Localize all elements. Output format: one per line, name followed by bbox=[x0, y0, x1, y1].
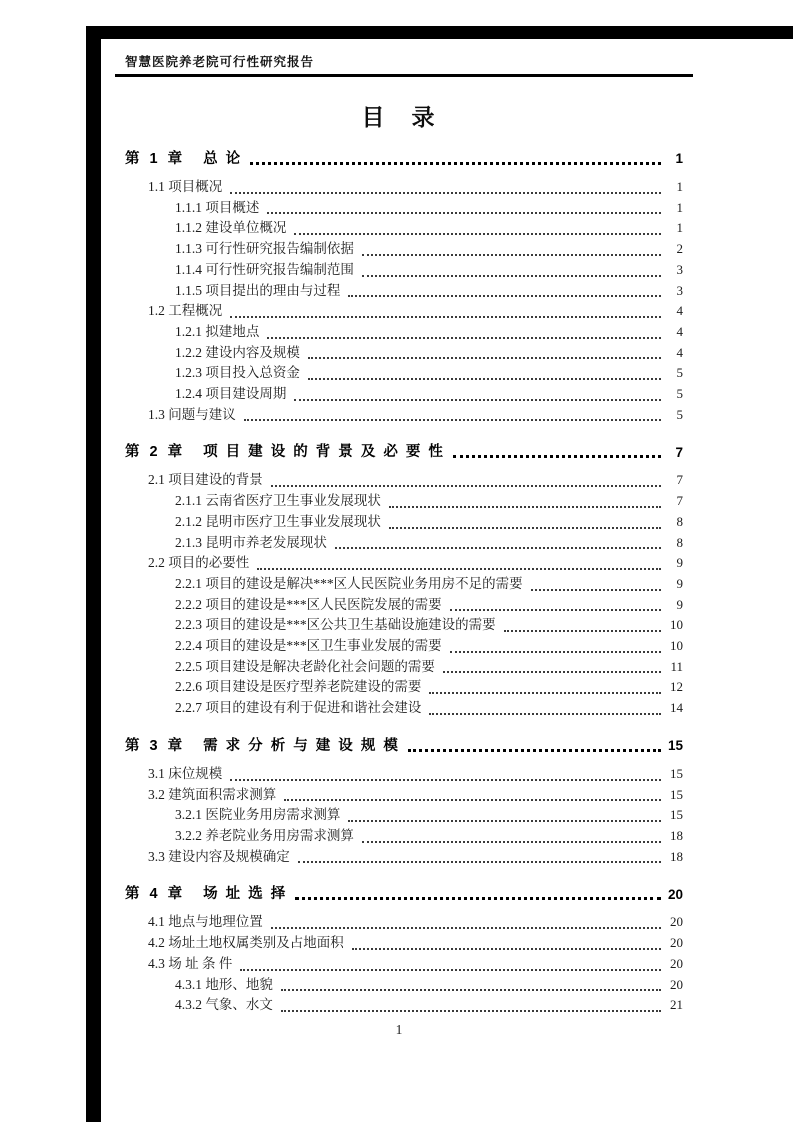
dotted-leader bbox=[348, 295, 661, 297]
toc-entry-row bbox=[115, 698, 683, 719]
toc-entry-label: 2.1.1 云南省医疗卫生事业发展现状 bbox=[175, 493, 381, 509]
toc-entry-row bbox=[115, 218, 683, 239]
toc-entry-row bbox=[115, 975, 683, 996]
dotted-leader bbox=[450, 609, 661, 611]
toc-title: 目 录 bbox=[361, 104, 437, 130]
dotted-leader bbox=[298, 861, 661, 863]
toc-entry-row bbox=[115, 595, 683, 616]
dotted-leader bbox=[362, 254, 661, 256]
toc-entry-row bbox=[115, 615, 683, 636]
toc-entry-row bbox=[115, 912, 683, 933]
toc-page-number: 12 bbox=[670, 679, 683, 695]
scan-edge-top-band bbox=[86, 26, 793, 39]
toc-entry-label: 1.1.2 建设单位概况 bbox=[175, 220, 287, 236]
toc-entry-label: 3.2.1 医院业务用房需求测算 bbox=[175, 807, 341, 823]
toc-page-number: 20 bbox=[667, 886, 683, 902]
toc-entry-row bbox=[115, 553, 683, 574]
toc-entry-label: 4.3.1 地形、地貌 bbox=[175, 976, 273, 992]
toc bbox=[115, 148, 683, 1016]
toc-entry-label: 4.1 地点与地理位置 bbox=[148, 914, 263, 930]
dotted-leader bbox=[352, 948, 661, 950]
toc-entry-label: 2.2.1 项目的建设是解决***区人民医院业务用房不足的需要 bbox=[175, 575, 523, 591]
toc-entry-row bbox=[115, 405, 683, 426]
toc-page-number: 5 bbox=[676, 365, 683, 381]
toc-entry-row bbox=[115, 533, 683, 554]
dotted-leader bbox=[294, 399, 661, 401]
dotted-leader bbox=[362, 275, 661, 277]
toc-entry-label: 2.1.3 昆明市养老发展现状 bbox=[175, 534, 327, 550]
toc-entry-row bbox=[115, 574, 683, 595]
toc-page-number: 4 bbox=[676, 303, 683, 319]
toc-chapter-row bbox=[115, 441, 683, 463]
toc-entry-row bbox=[115, 954, 683, 975]
toc-entry-label: 1.3 问题与建议 bbox=[148, 406, 236, 422]
toc-page-number: 9 bbox=[676, 596, 683, 612]
toc-page-number: 15 bbox=[670, 786, 683, 802]
dotted-leader bbox=[295, 897, 661, 900]
toc-entry-label: 3.1 床位规模 bbox=[148, 765, 223, 781]
toc-page-number: 20 bbox=[670, 955, 683, 971]
toc-page-number: 1 bbox=[676, 179, 683, 194]
toc-entry-label: 2.2.3 项目的建设是***区公共卫生基础设施建设的需要 bbox=[175, 617, 496, 633]
toc-entry-row bbox=[115, 198, 683, 219]
toc-entry-row bbox=[115, 636, 683, 657]
dotted-leader bbox=[250, 162, 661, 165]
dotted-leader bbox=[308, 357, 661, 359]
toc-page-number: 9 bbox=[676, 575, 683, 591]
page-header bbox=[115, 52, 693, 77]
dotted-leader bbox=[281, 989, 661, 991]
toc-page-number: 15 bbox=[670, 765, 683, 781]
toc-entry-row bbox=[115, 805, 683, 826]
toc-entry-row bbox=[115, 677, 683, 698]
dotted-leader bbox=[408, 749, 661, 752]
toc-entry-row bbox=[115, 933, 683, 954]
toc-page-number: 3 bbox=[676, 261, 683, 277]
toc-entry-row bbox=[115, 177, 683, 198]
toc-entry-label: 3.2.2 养老院业务用房需求测算 bbox=[175, 827, 354, 843]
toc-page-number: 21 bbox=[670, 997, 683, 1013]
toc-entry-label: 1.1 项目概况 bbox=[148, 179, 223, 194]
toc-entry-row bbox=[115, 657, 683, 678]
toc-page-number: 18 bbox=[670, 848, 683, 864]
toc-entry-label: 1.2.4 项目建设周期 bbox=[175, 386, 287, 402]
dotted-leader bbox=[294, 233, 661, 235]
toc-chapter-title: 场 址 选 择 bbox=[203, 886, 288, 903]
toc-chapter-row bbox=[115, 735, 683, 757]
dotted-leader bbox=[230, 779, 661, 781]
dotted-leader bbox=[230, 192, 661, 194]
toc-entry-label: 2.2.4 项目的建设是***区卫生事业发展的需要 bbox=[175, 638, 442, 654]
toc-entry-row bbox=[115, 512, 683, 533]
toc-page-number: 18 bbox=[670, 827, 683, 843]
dotted-leader bbox=[308, 378, 661, 380]
toc-chapter-row bbox=[115, 883, 683, 905]
footer-page-number: 1 bbox=[395, 1022, 403, 1037]
toc-page-number: 9 bbox=[676, 555, 683, 571]
toc-entry-label: 1.2.3 项目投入总资金 bbox=[175, 365, 300, 381]
toc-chapter-number: 第 4 章 bbox=[125, 886, 186, 903]
toc-page-number: 3 bbox=[676, 282, 683, 298]
page-header-title: 智慧医院养老院可行性研究报告 bbox=[125, 55, 315, 69]
dotted-leader bbox=[531, 589, 661, 591]
toc-entry-label: 2.2.2 项目的建设是***区人民医院发展的需要 bbox=[175, 596, 442, 612]
toc-chapter-row bbox=[115, 148, 683, 170]
toc-page-number: 4 bbox=[676, 323, 683, 339]
toc-chapter-number: 第 2 章 bbox=[125, 444, 186, 461]
toc-entry-label: 4.2 场址土地权属类别及占地面积 bbox=[148, 935, 344, 951]
dotted-leader bbox=[284, 799, 661, 801]
toc-page-number: 1 bbox=[675, 151, 683, 167]
toc-entry-label: 2.2 项目的必要性 bbox=[148, 555, 250, 571]
toc-page-number: 1 bbox=[676, 199, 683, 215]
scan-edge-left-band bbox=[86, 26, 101, 1122]
toc-page-number: 20 bbox=[670, 976, 683, 992]
toc-page-number: 20 bbox=[670, 935, 683, 951]
dotted-leader bbox=[348, 820, 661, 822]
dotted-leader bbox=[230, 316, 661, 318]
toc-page-number: 1 bbox=[676, 220, 683, 236]
toc-entry-row bbox=[115, 826, 683, 847]
toc-entry-label: 1.2 工程概况 bbox=[148, 303, 223, 319]
toc-entry-row bbox=[115, 785, 683, 806]
toc-entry-label: 2.2.7 项目的建设有利于促进和谐社会建设 bbox=[175, 700, 422, 716]
toc-page-number: 5 bbox=[676, 386, 683, 402]
toc-page-number: 10 bbox=[670, 617, 683, 633]
toc-entry-row bbox=[115, 239, 683, 260]
toc-entry-label: 1.1.4 可行性研究报告编制范围 bbox=[175, 261, 354, 277]
toc-page-number: 2 bbox=[676, 241, 683, 257]
toc-page-number: 8 bbox=[676, 534, 683, 550]
toc-entry-row bbox=[115, 491, 683, 512]
dotted-leader bbox=[271, 927, 661, 929]
toc-chapter-number: 第 3 章 bbox=[125, 737, 186, 754]
toc-entry-label: 4.3 场 址 条 件 bbox=[148, 955, 233, 971]
dotted-leader bbox=[244, 419, 661, 421]
dotted-leader bbox=[362, 841, 661, 843]
toc-page-number: 7 bbox=[676, 472, 683, 488]
toc-page-number: 4 bbox=[676, 344, 683, 360]
toc-entry-label: 3.2 建筑面积需求测算 bbox=[148, 786, 277, 802]
toc-page-number: 14 bbox=[670, 700, 683, 716]
toc-entry-label: 4.3.2 气象、水文 bbox=[175, 997, 273, 1013]
toc-entry-label: 1.1.3 可行性研究报告编制依据 bbox=[175, 241, 354, 257]
toc-entry-row bbox=[115, 301, 683, 322]
dotted-leader bbox=[257, 568, 661, 570]
toc-page-number: 15 bbox=[667, 738, 683, 754]
toc-chapter-number: 第 1 章 bbox=[125, 151, 186, 167]
toc-entry-label: 2.1 项目建设的背景 bbox=[148, 472, 263, 488]
toc-entry-row bbox=[115, 363, 683, 384]
toc-entry-row bbox=[115, 764, 683, 785]
toc-entry-row bbox=[115, 384, 683, 405]
dotted-leader bbox=[267, 212, 661, 214]
dotted-leader bbox=[443, 671, 661, 673]
toc-entry-row bbox=[115, 281, 683, 302]
dotted-leader bbox=[271, 485, 661, 487]
dotted-leader bbox=[504, 630, 661, 632]
toc-entry-label: 2.1.2 昆明市医疗卫生事业发展现状 bbox=[175, 513, 381, 529]
toc-page-number: 5 bbox=[676, 406, 683, 422]
toc-page-number: 7 bbox=[675, 444, 683, 460]
toc-page-number: 20 bbox=[670, 914, 683, 930]
toc-entry-label: 3.3 建设内容及规模确定 bbox=[148, 848, 290, 864]
toc-page-number: 11 bbox=[670, 658, 683, 674]
toc-entry-row bbox=[115, 847, 683, 868]
dotted-leader bbox=[429, 713, 661, 715]
toc-entry-label: 1.1.5 项目提出的理由与过程 bbox=[175, 282, 341, 298]
toc-entry-row bbox=[115, 995, 683, 1016]
toc-entry-label: 1.2.1 拟建地点 bbox=[175, 323, 260, 339]
dotted-leader bbox=[335, 547, 661, 549]
dotted-leader bbox=[450, 651, 661, 653]
dotted-leader bbox=[281, 1010, 661, 1012]
dotted-leader bbox=[389, 506, 661, 508]
toc-page-number: 7 bbox=[676, 493, 683, 509]
toc-chapter-title: 需 求 分 析 与 建 设 规 模 bbox=[203, 737, 400, 754]
toc-page-number: 8 bbox=[676, 513, 683, 529]
toc-entry-row bbox=[115, 343, 683, 364]
dotted-leader bbox=[240, 969, 661, 971]
dotted-leader bbox=[453, 455, 661, 458]
toc-entry-label: 1.1.1 项目概述 bbox=[175, 199, 260, 215]
toc-entry-label: 2.2.5 项目建设是解决老龄化社会问题的需要 bbox=[175, 658, 435, 674]
toc-entry-label: 1.2.2 建设内容及规模 bbox=[175, 344, 300, 360]
dotted-leader bbox=[389, 527, 661, 529]
toc-page-number: 10 bbox=[670, 638, 683, 654]
toc-entry-row bbox=[115, 322, 683, 343]
dotted-leader bbox=[267, 337, 661, 339]
toc-chapter-title: 项 目 建 设 的 背 景 及 必 要 性 bbox=[203, 444, 445, 461]
dotted-leader bbox=[429, 692, 661, 694]
toc-entry-row bbox=[115, 260, 683, 281]
toc-chapter-title: 总 论 bbox=[203, 151, 243, 167]
toc-page-number: 15 bbox=[670, 807, 683, 823]
toc-entry-label: 2.2.6 项目建设是医疗型养老院建设的需要 bbox=[175, 679, 422, 695]
toc-entry-row bbox=[115, 470, 683, 491]
